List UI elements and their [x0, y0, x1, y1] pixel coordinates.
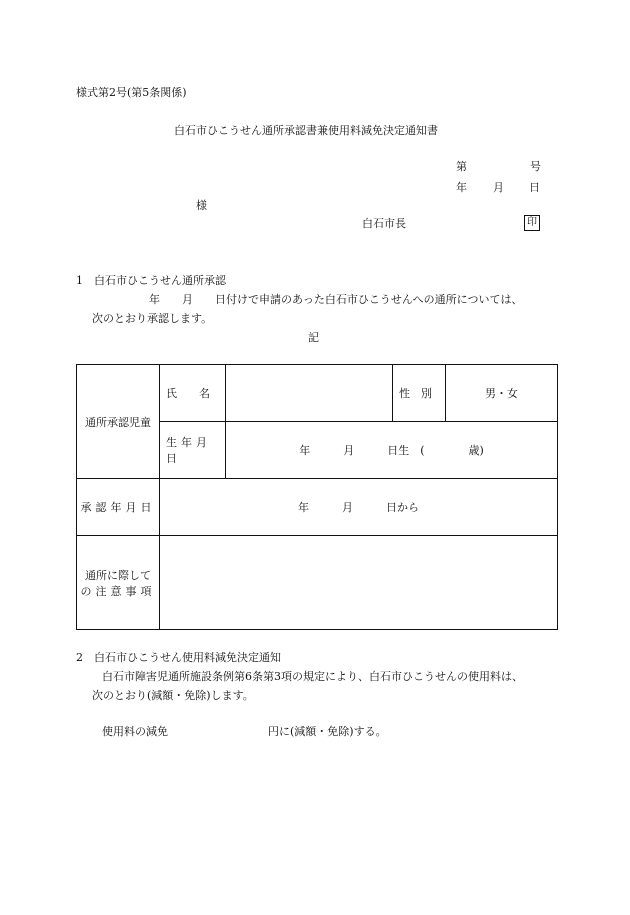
notes-label — [77, 536, 160, 630]
ki-label: 記 — [308, 331, 319, 344]
birth-label: 生年月日 — [160, 422, 226, 479]
issuer: 白石市長 — [362, 217, 406, 230]
name-value-cell[interactable] — [226, 365, 393, 422]
section1-body-line1: 年 月 日付けで申請のあった白石市ひこうせんへの通所については、 — [149, 293, 523, 306]
section2-body-line2: 次のとおり(減額・免除)します。 — [92, 689, 254, 702]
birth-value[interactable]: 年 月 日生 ( 歳) — [226, 422, 558, 479]
date-month: 月 — [493, 181, 504, 194]
notes-label-line2: の注意事項 — [80, 584, 156, 598]
form-id: 様式第2号(第5条関係) — [76, 86, 187, 99]
notes-label-line1: 通所に際して — [85, 568, 151, 582]
document-title: 白石市ひこうせん通所承認書兼使用料減免決定通知書 — [174, 124, 438, 137]
section2-body-line1: 白石市障害児通所施設条例第6条第3項の規定により、白石市ひこうせんの使用料は、 — [102, 670, 523, 683]
notes-value-cell[interactable] — [160, 536, 558, 630]
child-label: 通所承認児童 — [77, 365, 160, 479]
fee-value: 円に(減額・免除)する。 — [268, 725, 387, 738]
gender-value[interactable]: 男・女 — [446, 365, 558, 422]
seal-box: 印 — [524, 215, 540, 231]
date-day: 日 — [529, 181, 540, 194]
section1-heading: 1 白石市ひこうせん通所承認 — [76, 274, 226, 287]
fee-label: 使用料の減免 — [102, 725, 168, 738]
addressee-suffix: 様 — [196, 199, 207, 212]
number-prefix: 第 — [456, 160, 467, 173]
gender-label: 性 別 — [393, 365, 446, 422]
approval-table — [76, 364, 558, 630]
number-suffix: 号 — [530, 160, 541, 173]
approval-date-value[interactable]: 年 月 日から — [160, 479, 558, 536]
name-label: 氏 名 — [160, 365, 226, 422]
section2-heading: 2 白石市ひこうせん使用料減免決定通知 — [76, 651, 281, 664]
approval-date-label: 承認年月日 — [77, 479, 160, 536]
date-year: 年 — [456, 181, 467, 194]
section1-body-line2: 次のとおり承認します。 — [92, 312, 213, 325]
